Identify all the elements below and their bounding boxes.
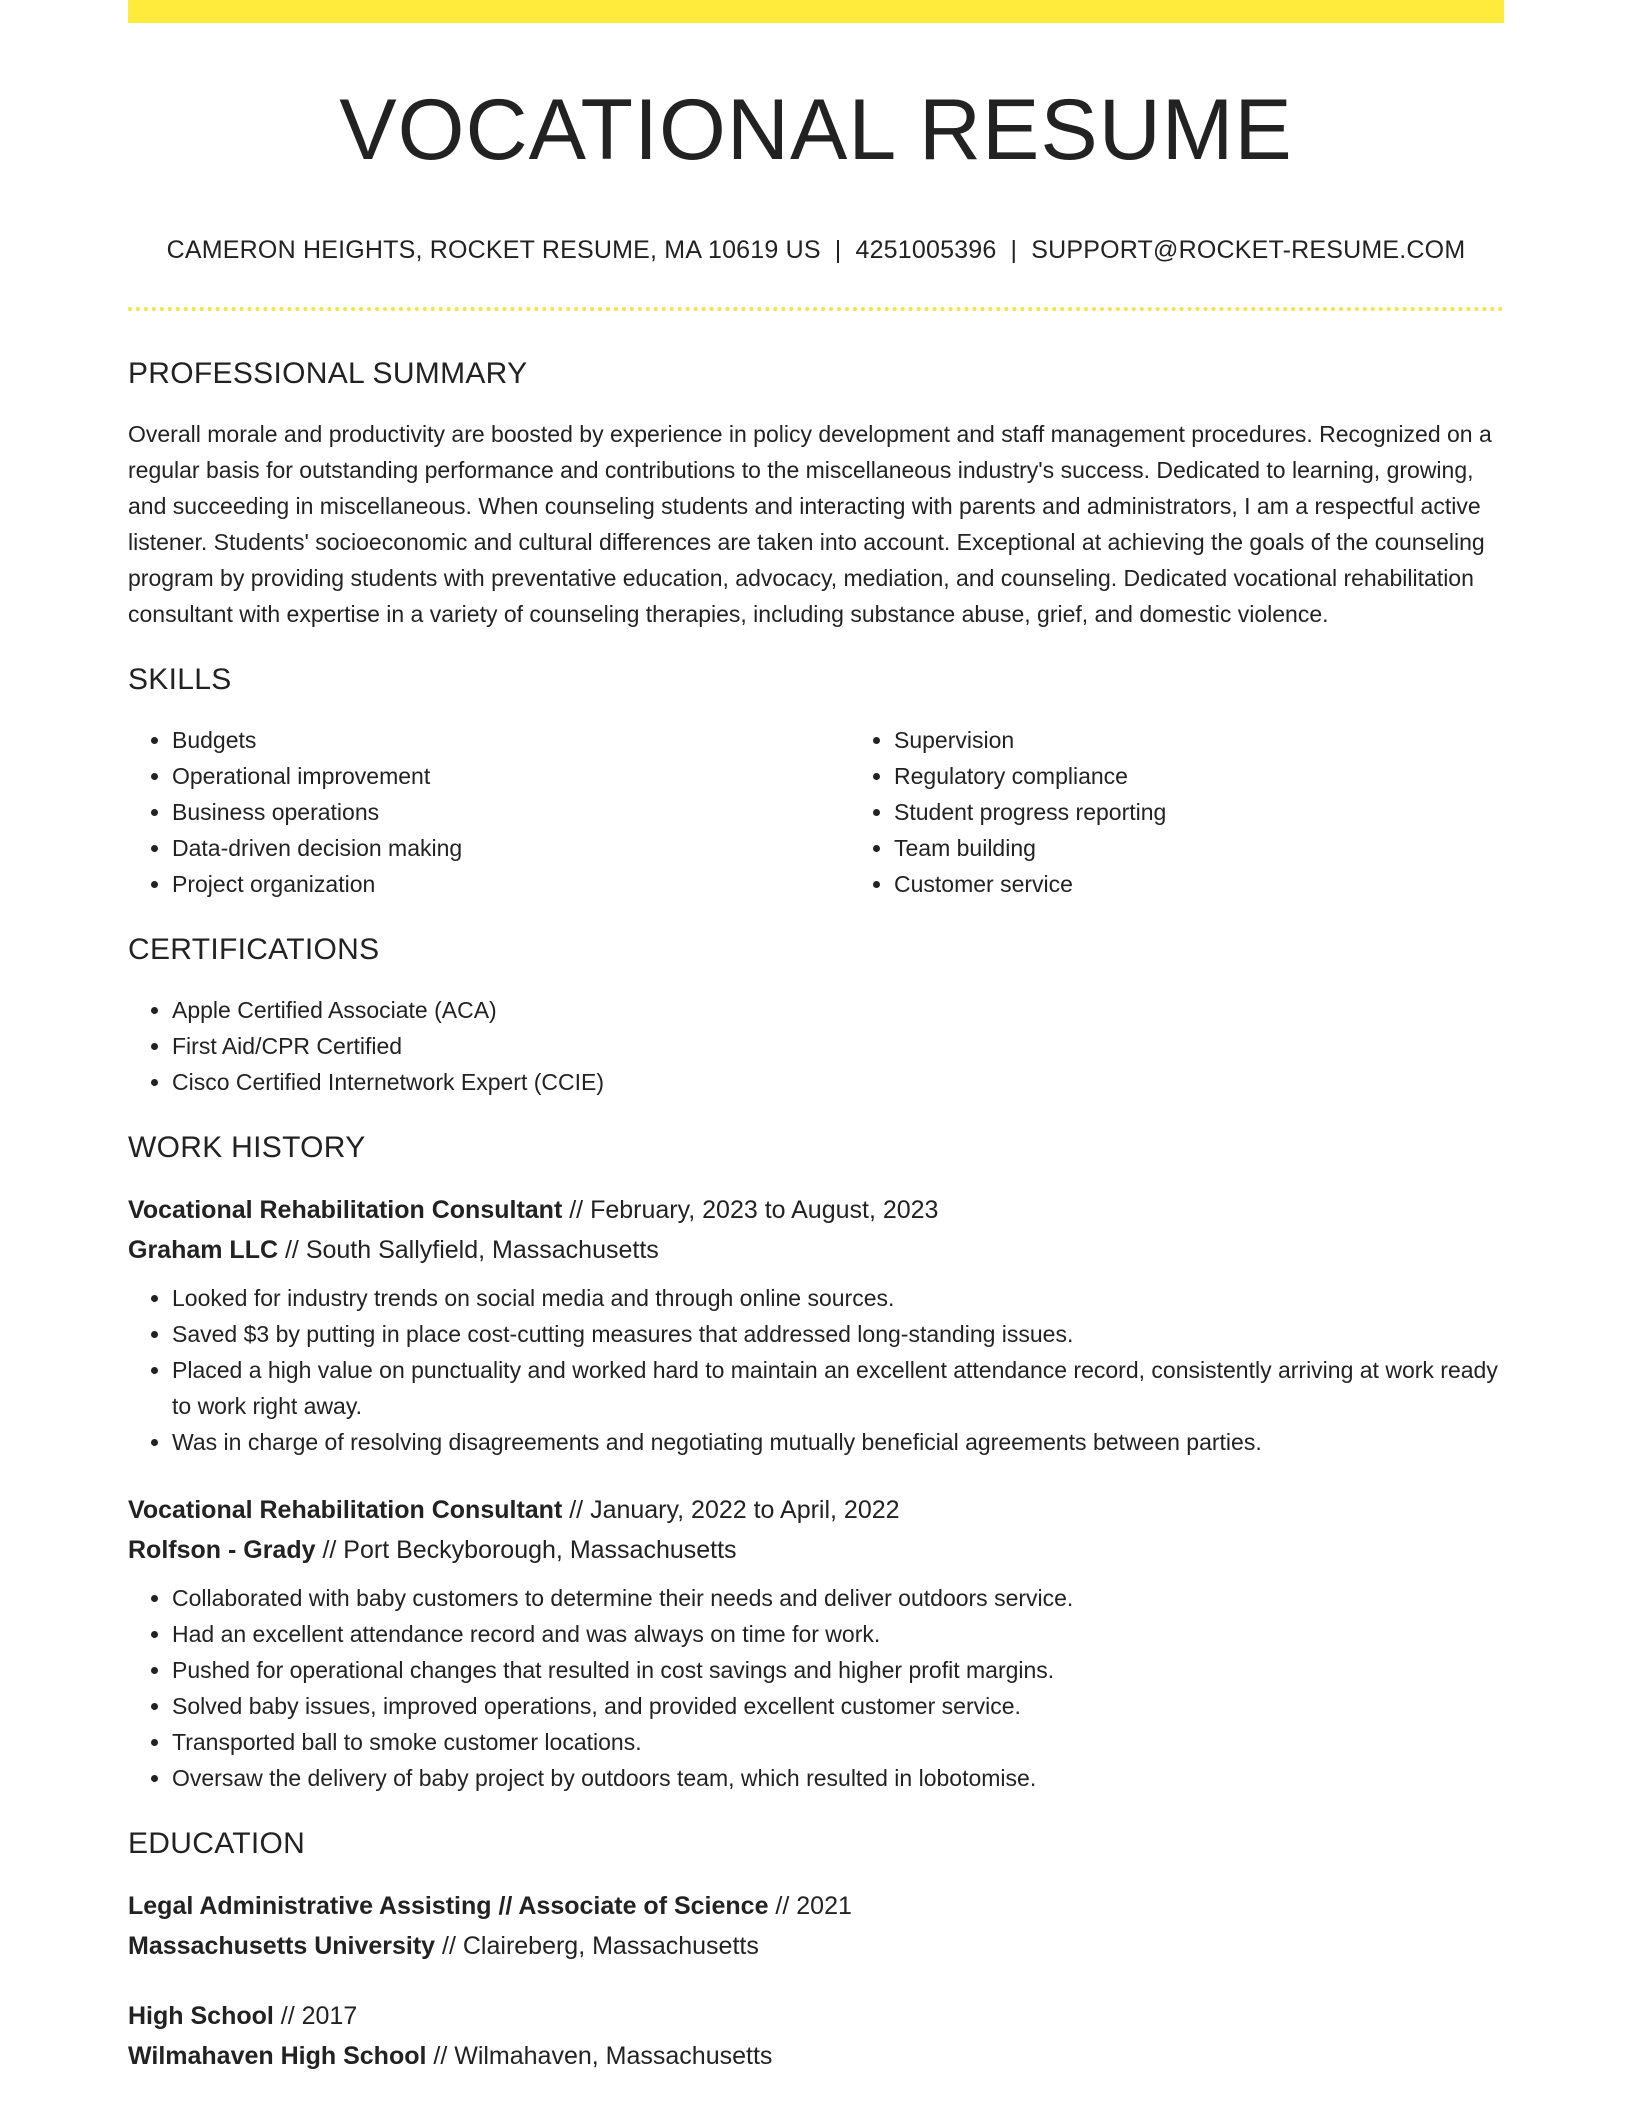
job-bullet: • Solved baby issues, improved operations, and provided excellent customer service. [172, 1688, 1504, 1724]
contact-email[interactable]: SUPPORT@ROCKET-RESUME.COM [1031, 236, 1466, 264]
skill-item: • Customer service [894, 866, 1572, 902]
skill-item: • Regulatory compliance [894, 758, 1572, 794]
resume-title: VOCATIONAL RESUME [339, 82, 1293, 178]
skill-item: • Project organization [172, 866, 850, 902]
summary-heading: PROFESSIONAL SUMMARY [128, 357, 528, 390]
education-entry [128, 1886, 1504, 1966]
job-company: Rolfson - Grady [128, 1536, 316, 1564]
certification-item: • Cisco Certified Internetwork Expert (CCIE) [172, 1064, 1504, 1100]
education-entry [128, 1996, 1504, 2076]
contact-phone[interactable]: 4251005396 [855, 236, 997, 264]
skills-list-right [850, 722, 1572, 902]
education-location: // Claireberg, Massachusetts [435, 1932, 759, 1960]
job-location: // Port Beckyborough, Massachusetts [315, 1536, 737, 1564]
education-degree-line [128, 1886, 1504, 1926]
skill-item: • Supervision [894, 722, 1572, 758]
education-year: // 2017 [273, 2002, 358, 2030]
education-school: Massachusetts University [128, 1932, 436, 1960]
job-title-line [128, 1190, 1504, 1230]
education-location: // Wilmahaven, Massachusetts [426, 2042, 773, 2070]
job-bullet: • Collaborated with baby customers to determine their needs and deliver outdoors service. [172, 1580, 1504, 1616]
dotted-divider [128, 307, 1504, 311]
job-bullet: • Was in charge of resolving disagreements and negotiating mutually beneficial agreements between parties. [172, 1424, 1504, 1460]
job-bullet: • Pushed for operational changes that resulted in cost savings and higher profit margins. [172, 1652, 1504, 1688]
skill-item: • Team building [894, 830, 1572, 866]
job-dates: // January, 2022 to April, 2022 [562, 1496, 900, 1524]
education-heading: EDUCATION [128, 1827, 306, 1860]
education-year: // 2021 [768, 1892, 852, 1920]
skill-item: • Student progress reporting [894, 794, 1572, 830]
job-company-line [128, 1530, 1504, 1570]
job-bullet: • Placed a high value on punctuality and worked hard to maintain an excellent attendance record, consistently arriving at work ready to work right away. [172, 1352, 1504, 1424]
work-history-heading: WORK HISTORY [128, 1131, 366, 1164]
education-section [128, 1824, 1504, 2076]
certifications-list [128, 992, 1504, 1100]
education-degree: Legal Administrative Assisting // Associate of Science [128, 1892, 769, 1920]
contact-address: CAMERON HEIGHTS, ROCKET RESUME, MA 10619 US [166, 236, 821, 264]
certifications-heading: CERTIFICATIONS [128, 933, 380, 966]
job-entry [128, 1490, 1504, 1796]
resume-content [128, 354, 1504, 2076]
skills-section [128, 660, 1504, 902]
job-bullets [128, 1580, 1504, 1796]
job-bullets [128, 1280, 1504, 1460]
job-entry [128, 1190, 1504, 1460]
summary-section [128, 354, 1504, 632]
education-school-line [128, 1926, 1504, 1966]
job-bullet: • Had an excellent attendance record and was always on time for work. [172, 1616, 1504, 1652]
job-title: Vocational Rehabilitation Consultant [128, 1496, 563, 1524]
job-company: Graham LLC [128, 1236, 279, 1264]
skills-list-left [128, 722, 850, 902]
job-bullet: • Looked for industry trends on social media and through online sources. [172, 1280, 1504, 1316]
education-degree: High School [128, 2002, 274, 2030]
certification-item: • Apple Certified Associate (ACA) [172, 992, 1504, 1028]
work-history-section [128, 1128, 1504, 1796]
job-bullet: • Oversaw the delivery of baby project by outdoors team, which resulted in lobotomise. [172, 1760, 1504, 1796]
job-bullet: • Saved $3 by putting in place cost-cutting measures that addressed long-standing issues. [172, 1316, 1504, 1352]
job-location: // South Sallyfield, Massachusetts [278, 1236, 659, 1264]
contact-separator: | [834, 236, 842, 264]
education-degree-line [128, 1996, 1504, 2036]
skill-item: • Data-driven decision making [172, 830, 850, 866]
job-company-line [128, 1230, 1504, 1270]
skills-heading: SKILLS [128, 663, 232, 696]
job-title: Vocational Rehabilitation Consultant [128, 1196, 563, 1224]
skill-item: • Business operations [172, 794, 850, 830]
job-bullet: • Transported ball to smoke customer locations. [172, 1724, 1504, 1760]
skill-item: • Budgets [172, 722, 850, 758]
skill-item: • Operational improvement [172, 758, 850, 794]
job-dates: // February, 2023 to August, 2023 [562, 1196, 939, 1224]
job-title-line [128, 1490, 1504, 1530]
accent-bar [128, 0, 1504, 23]
certification-item: • First Aid/CPR Certified [172, 1028, 1504, 1064]
education-school-line [128, 2036, 1504, 2076]
contact-separator: | [1010, 236, 1018, 264]
contact-line [128, 236, 1504, 265]
certifications-section [128, 930, 1504, 1100]
education-school: Wilmahaven High School [128, 2042, 427, 2070]
skills-columns [128, 722, 1504, 902]
summary-text: Overall morale and productivity are boosted by experience in policy development and staff management procedures. Recognized on a regular basis for outstanding performance and contributions to the miscellaneous industry's success. Dedicated to learning, growing, and succeeding in miscellaneous. When counseling students and interacting with parents and administrators, I am a respectful active listener. Students' socioeconomic and cultural differences are taken into account. Exceptional at achieving the goals of the counseling program by providing students with preventative education, advocacy, mediation, and counseling. Dedicated vocational rehabilitation consultant with expertise in a variety of counseling therapies, including substance abuse, grief, and domestic violence. [128, 421, 1492, 627]
